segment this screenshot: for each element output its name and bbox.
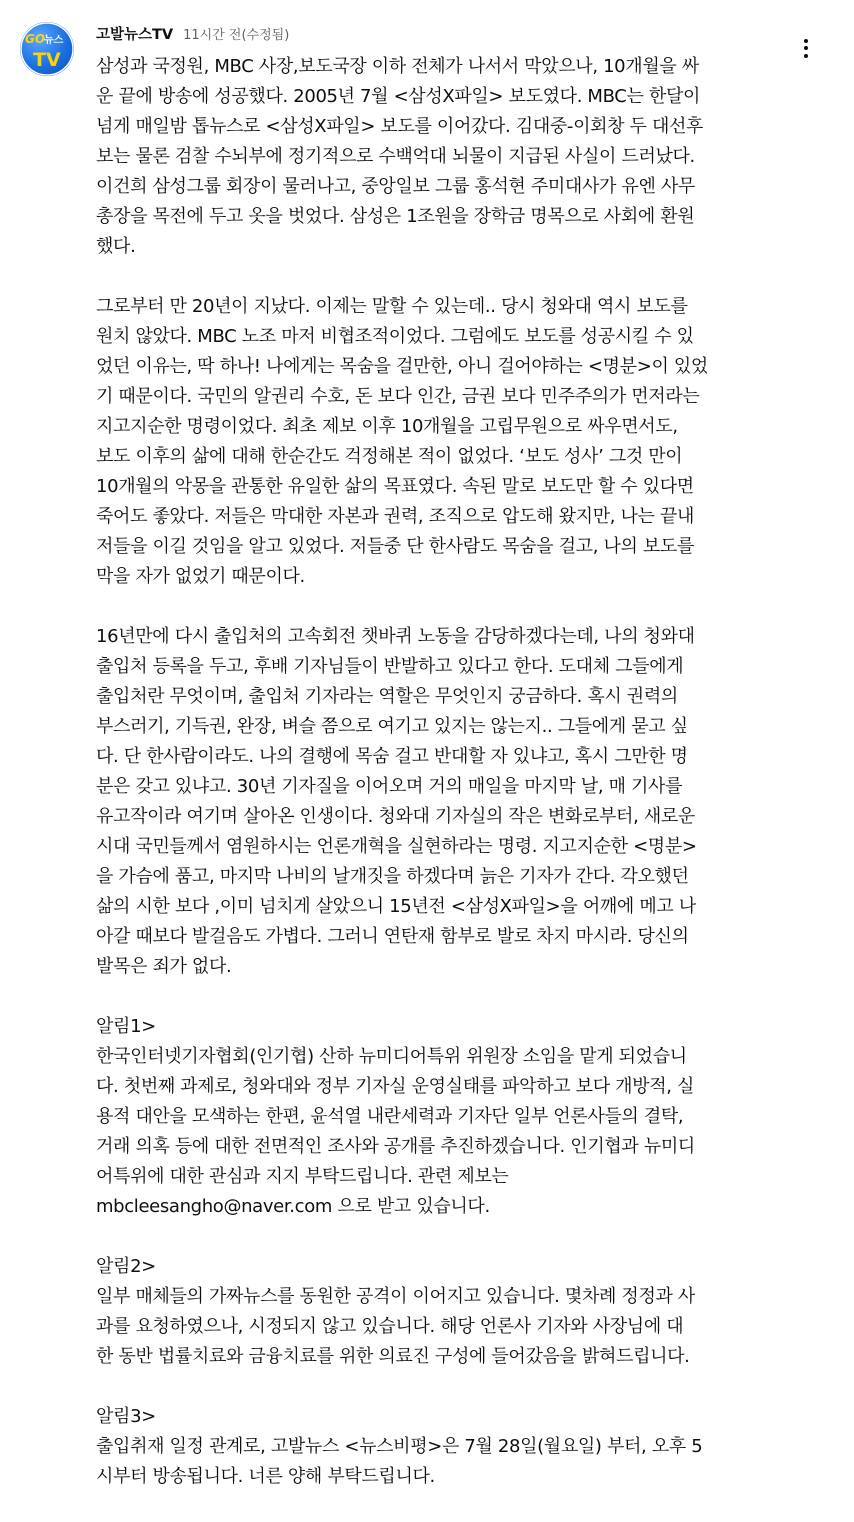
text-line: 일부 매체들의 가짜뉴스를 동원한 공격이 이어지고 있습니다. 몇차례 정정과 사	[96, 1286, 695, 1307]
text-line: 했다.	[96, 236, 136, 257]
notice-1	[96, 1012, 782, 1222]
text-line: 삼성과 국정원, MBC 사장,보도국장 이하 전체가 나서서 막았으나, 10개월을 싸	[96, 56, 699, 77]
post-body	[96, 52, 782, 1522]
channel-logo-icon	[20, 22, 74, 76]
text-line: 어특위에 대한 관심과 지지 부탁드립니다. 관련 제보는	[96, 1166, 509, 1187]
svg-text:TV: TV	[33, 49, 61, 71]
text-line: 부스러기, 기득권, 완장, 벼슬 쯤으로 여기고 있지는 않는지.. 그들에게 묻고 싶	[96, 716, 688, 737]
paragraph-1	[96, 52, 782, 262]
notice-heading: 알림1>	[96, 1016, 156, 1037]
paragraph-3	[96, 622, 782, 982]
text-line: 출입처란 무엇이며, 출입처 기자라는 역할은 무엇인지 궁금하다. 혹시 권력의	[96, 686, 678, 707]
notice-heading: 알림2>	[96, 1256, 156, 1277]
text-line: 지고지순한 명령이었다. 최초 제보 이후 10개월을 고립무원으로 싸우면서도,	[96, 416, 678, 437]
text-line: 원치 않았다. MBC 노조 마저 비협조적이었다. 그럼에도 보도를 성공시킬 수 있	[96, 326, 694, 347]
text-line: 과를 요청하였으나, 시정되지 않고 있습니다. 해당 언론사 기자와 사장님에 대	[96, 1316, 684, 1337]
text-line: 막을 자가 없었기 때문이다.	[96, 566, 305, 587]
text-line: 시대 국민들께서 염원하시는 언론개혁을 실현하라는 명령. 지고지순한 <명분>	[96, 836, 697, 857]
more-options-button[interactable]	[792, 30, 820, 66]
text-line: 었던 이유는, 딱 하나! 나에게는 목숨을 걸만한, 아니 걸어야하는 <명분>이 있었	[96, 356, 708, 377]
paragraph-2	[96, 292, 782, 592]
text-line: 보는 물론 검찰 수뇌부에 정기적으로 수백억대 뇌물이 지급된 사실이 드러났다.	[96, 146, 695, 167]
text-line: 다. 첫번째 과제로, 청와대와 정부 기자실 운영실태를 파악하고 보다 개방적, 실	[96, 1076, 695, 1097]
svg-text:GO: GO	[25, 32, 46, 46]
notice-2	[96, 1252, 782, 1372]
text-line: 16년만에 다시 출입처의 고속회전 챗바퀴 노동을 감당하겠다는데, 나의 청와대	[96, 626, 695, 647]
post-timestamp[interactable]: 11시간 전(수정됨)	[183, 27, 290, 43]
text-line: 발목은 죄가 없다.	[96, 956, 232, 977]
text-line: 총장을 목전에 두고 옷을 벗었다. 삼성은 1조원을 장학금 명목으로 사회에 환원	[96, 206, 695, 227]
text-line: 용적 대안을 모색하는 한편, 윤석열 내란세력과 기자단 일부 언론사들의 결탁,	[96, 1106, 684, 1127]
text-line: 한국인터넷기자협회(인기협) 산하 뉴미디어특위 위원장 소임을 맡게 되었습니	[96, 1046, 687, 1067]
text-line: 저들을 이길 것임을 알고 있었다. 저들중 단 한사람도 목숨을 걸고, 나의 보도를	[96, 536, 695, 557]
text-line: 유고작이라 여기며 살아온 인생이다. 청와대 기자실의 작은 변화로부터, 새로운	[96, 806, 695, 827]
post-header	[96, 22, 289, 44]
text-line: 시부터 방송됩니다. 너른 양해 부탁드립니다.	[96, 1466, 435, 1487]
more-vert-icon-dot	[804, 54, 808, 58]
text-line: 삶의 시한 보다 ,이미 넘치게 살았으니 15년전 <삼성X파일>을 어깨에 메고 나	[96, 896, 696, 917]
text-line: 거래 의혹 등에 대한 전면적인 조사와 공개를 추진하겠습니다. 인기협과 뉴미디	[96, 1136, 695, 1157]
text-line: 보도 이후의 삶에 대해 한순간도 걱정해본 적이 없었다. ‘보도 성사’ 그것 만이	[96, 446, 683, 467]
notice-heading: 알림3>	[96, 1406, 156, 1427]
text-line: 아갈 때보다 발걸음도 가볍다. 그러니 연탄재 함부로 발로 차지 마시라. 당신의	[96, 926, 689, 947]
text-line: 한 동반 법률치료와 금융치료를 위한 의료진 구성에 들어갔음을 밝혀드립니다.	[96, 1346, 690, 1367]
text-line: 10개월의 악몽을 관통한 유일한 삶의 목표였다. 속된 말로 보도만 할 수 있다면	[96, 476, 694, 497]
email-text-line: mbcleesangho@naver.com 으로 받고 있습니다.	[96, 1196, 490, 1217]
text-line: 출입처 등록을 두고, 후배 기자님들이 반발하고 있다고 한다. 도대체 그들에게	[96, 656, 684, 677]
more-vert-icon-dot	[804, 46, 808, 50]
channel-avatar[interactable]	[20, 22, 74, 76]
notice-3	[96, 1402, 782, 1492]
channel-name[interactable]: 고발뉴스TV	[96, 26, 174, 43]
text-line: 죽어도 좋았다. 저들은 막대한 자본과 권력, 조직으로 압도해 왔지만, 나는 끝내	[96, 506, 695, 527]
text-line: 을 가슴에 품고, 마지막 나비의 날개짓을 하겠다며 늙은 기자가 간다. 각오했던	[96, 866, 689, 887]
text-line: 운 끝에 방송에 성공했다. 2005년 7월 <삼성X파일> 보도였다. MBC는 한달이	[96, 86, 701, 107]
svg-text:뉴스: 뉴스	[44, 35, 64, 46]
more-vert-icon	[804, 39, 808, 43]
text-line: 넘게 매일밤 톱뉴스로 <삼성X파일> 보도를 이어갔다. 김대중-이회창 두 대선후	[96, 116, 704, 137]
text-line: 이건희 삼성그룹 회장이 물러나고, 중앙일보 그룹 홍석현 주미대사가 유엔 사무	[96, 176, 695, 197]
text-line: 그로부터 만 20년이 지났다. 이제는 말할 수 있는데.. 당시 청와대 역시 보도를	[96, 296, 688, 317]
text-line: 출입취재 일정 관계로, 고발뉴스 <뉴스비평>은 7월 28일(월요일) 부터, 오후 5	[96, 1436, 703, 1457]
text-line: 기 때문이다. 국민의 알권리 수호, 돈 보다 인간, 금권 보다 민주주의가 먼저라는	[96, 386, 700, 407]
text-line: 다. 단 한사람이라도. 나의 결행에 목숨 걸고 반대할 자 있냐고, 혹시 그만한 명	[96, 746, 688, 767]
text-line: 분은 갖고 있냐고. 30년 기자질을 이어오며 거의 매일을 마지막 날, 매 기사를	[96, 776, 683, 797]
